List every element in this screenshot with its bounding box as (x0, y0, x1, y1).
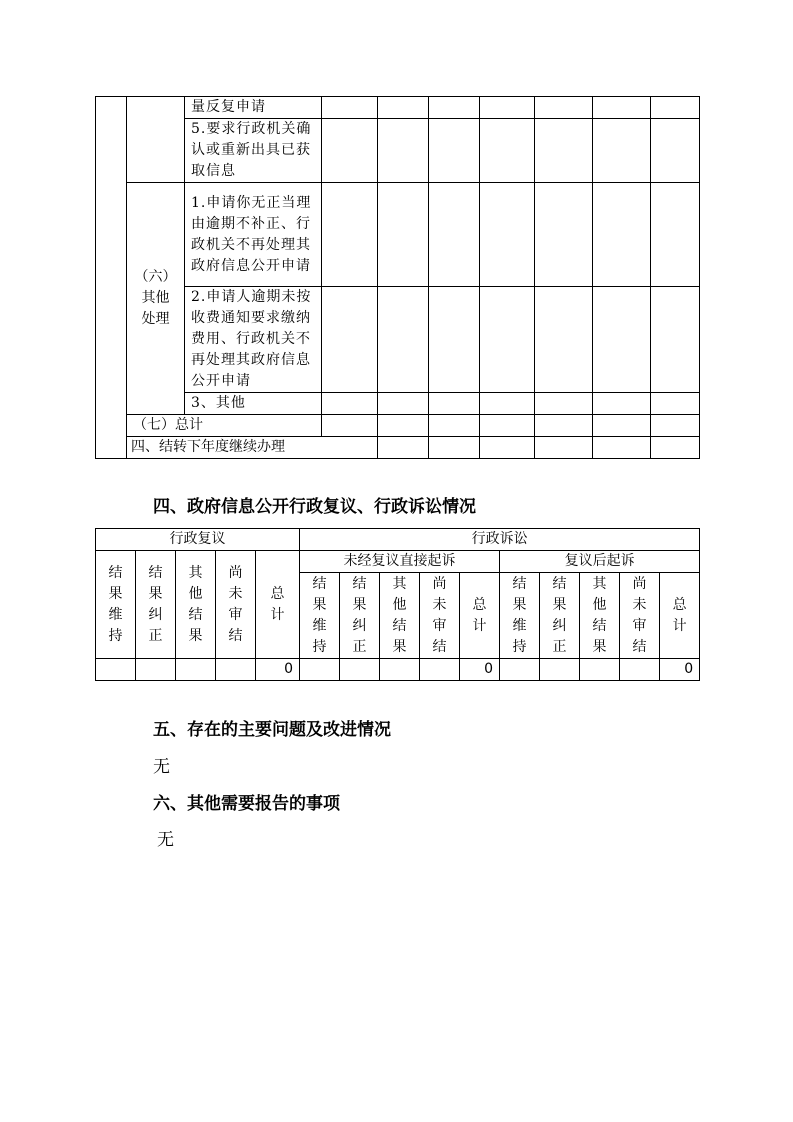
direct-col-total: 总 计 (460, 573, 500, 659)
review-litigation-table (95, 528, 700, 681)
review-col-upheld: 结 果 维 持 (96, 551, 136, 659)
after-total-value: 0 (660, 659, 700, 681)
row-no-fee-paid: 2.申请人逾期未按收费通知要求缴纳费用、行政机关不再处理其政府信息公开申请 (185, 287, 322, 393)
review-total-value: 0 (256, 659, 300, 681)
direct-col-corrected: 结 果 纠 正 (340, 573, 380, 659)
after-col-pending: 尚 未 审 结 (620, 573, 660, 659)
direct-col-upheld: 结 果 维 持 (300, 573, 340, 659)
row-confirm-reissue: 5.要求行政机关确认或重新出具已获取信息 (185, 119, 322, 183)
review-col-total: 总 计 (256, 551, 300, 659)
litigation-header: 行政诉讼 (300, 529, 700, 551)
direct-total-value: 0 (460, 659, 500, 681)
row-no-correction: 1.申请你无正当理由逾期不补正、行政机关不再处理其政府信息公开申请 (185, 183, 322, 287)
section6-title: 六、其他需要报告的事项 (153, 794, 340, 814)
review-header: 行政复议 (96, 529, 300, 551)
section5-body: 无 (153, 757, 170, 777)
after-col-corrected: 结 果 纠 正 (540, 573, 580, 659)
after-col-total: 总 计 (660, 573, 700, 659)
review-col-corrected: 结 果 纠 正 (136, 551, 176, 659)
after-review-header: 复议后起诉 (500, 551, 700, 573)
after-col-upheld: 结 果 维 持 (500, 573, 540, 659)
section4-title: 四、政府信息公开行政复议、行政诉讼情况 (153, 497, 476, 517)
after-col-other: 其 他 结 果 (580, 573, 620, 659)
direct-col-other: 其 他 结 果 (380, 573, 420, 659)
disposal-table (95, 96, 700, 459)
group5-blank-cell (127, 97, 185, 183)
row-carry-over-label: 四、结转下年度继续办理 (127, 437, 378, 459)
direct-suit-header: 未经复议直接起诉 (300, 551, 500, 573)
group6-label: （六） 其他 处理 (127, 183, 185, 415)
row-total-label: （七）总计 (127, 415, 322, 437)
row-other: 3、其他 (185, 393, 322, 415)
table-row (96, 659, 700, 681)
section6-body: 无 (157, 830, 174, 850)
outer-blank-cell (96, 97, 127, 459)
direct-col-pending: 尚 未 审 结 (420, 573, 460, 659)
review-col-other: 其 他 结 果 (176, 551, 216, 659)
section5-title: 五、存在的主要问题及改进情况 (153, 720, 391, 740)
review-col-pending: 尚 未 审 结 (216, 551, 256, 659)
row-repeat-request: 量反复申请 (185, 97, 322, 119)
